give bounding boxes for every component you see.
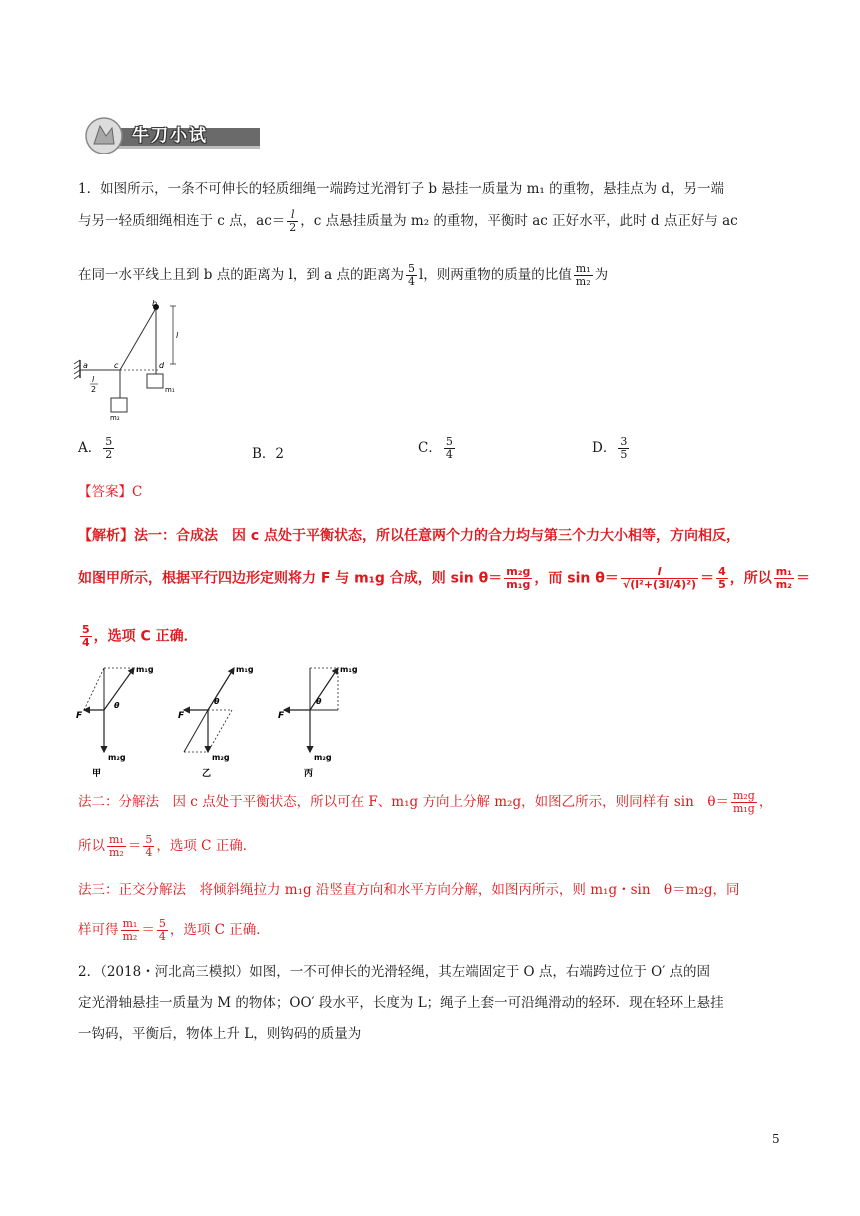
method2-line2: 所以 $\frac{\text{m₁}}{\text{m₂}}$ ＝ $\frac{5}{4}$ ，选项 C 正确．	[78, 833, 257, 859]
jia-m2g: m₂g	[108, 753, 126, 762]
fig-label-c: c	[114, 361, 119, 370]
page-number: 5	[772, 1132, 780, 1146]
fig-label-half-den: 2	[91, 385, 97, 394]
yi-F: F	[178, 711, 185, 721]
bing-m2g: m₂g	[314, 753, 332, 762]
diagram-bing	[278, 665, 358, 779]
q1-line1: 1．如图所示，一条不可伸长的轻质细绳一端跨过光滑钉子 b 悬挂一质量为 m₁ 的重物，悬挂点为 d，另一端	[78, 181, 725, 197]
yi-m2g: m₂g	[212, 753, 230, 762]
yi-m1g: m₁g	[236, 665, 254, 674]
jia-m1g: m₁g	[136, 665, 154, 674]
jia-F: F	[76, 711, 83, 721]
fig-label-half-num: l	[92, 375, 95, 384]
bing-theta: θ	[316, 697, 322, 706]
method3-line1: 法三：正交分解法 将倾斜绳拉力 m₁g 沿竖直方向和水平方向分解，如图丙所示，则 m₁g・sin θ＝m₂g，同	[78, 882, 740, 898]
jia-theta: θ	[114, 701, 120, 710]
option-c[interactable]: C． $\frac{5}{4}$	[418, 435, 453, 461]
method3-line2: 样可得 $\frac{\text{m₁}}{\text{m₂}}$ ＝ $\frac{5}{4}$ ，选项 C 正确．	[78, 917, 270, 943]
fig-label-m1: m₁	[165, 386, 175, 394]
fig-label-d: d	[159, 361, 165, 370]
method2-line1: 法二：分解法 因 c 点处于平衡状态，所以可在 F、m₁g 方向上分解 m₂g，如图乙所示，则同样有 sin θ＝ $\frac{\text{m₂g}}{\text{m₁g}}$ ，	[78, 789, 773, 815]
q1-line3: 在同一水平线上且到 b 点的距离为 l，到 a 点的距离为 $\frac{5}{4}$ l，则两重物的质量的比值 $\frac{\text{m₁}}{\text{m₂}}$ 为	[78, 262, 609, 288]
force-diagrams	[70, 660, 370, 780]
fig-label-a: a	[83, 361, 88, 370]
q2-line2: 定光滑轴悬挂一质量为 M 的物体；OO′ 段水平，长度为 L；绳子上套一可沿绳滑动的轻环．现在轻环上悬挂	[78, 995, 724, 1011]
yi-theta: θ	[214, 697, 220, 706]
yi-label: 乙	[202, 769, 212, 779]
option-a[interactable]: A． $\frac{5}{2}$	[78, 435, 113, 461]
q1-rope-figure	[70, 298, 190, 424]
q2-line3: 一钩码，平衡后，物体上升 L，则钩码的质量为	[78, 1026, 362, 1042]
diagram-jia	[76, 665, 154, 779]
q2-line1: 2．（2018・河北高三模拟）如图，一不可伸长的光滑轻绳，其左端固定于 O 点，右端跨过位于 O′ 点的固	[78, 964, 711, 980]
analysis-line2: 如图甲所示，根据平行四边形定则将力 F 与 m₁g 合成，则 sin θ＝ $\frac{\text{m₂g}}{\text{m₁g}}$ ，而 sin θ＝ $\frac{l}{\text{√(l²+(3l/4)²)}}$ ＝ $\frac{4}{5}$ ，所以 $\frac{\text{m₁}}{\text{m₂}}$ ＝	[78, 565, 810, 591]
option-d[interactable]: D． $\frac{3}{5}$	[592, 435, 628, 461]
diagram-yi	[178, 665, 254, 779]
answer: 【答案】C	[78, 484, 143, 500]
bing-F: F	[278, 711, 285, 721]
option-b[interactable]: B．2	[252, 446, 285, 462]
jia-label: 甲	[92, 769, 102, 779]
fig-label-m2: m₂	[110, 414, 120, 422]
fig-label-l: l	[176, 331, 179, 340]
analysis-line3: $\frac{5}{4}$ ，选项 C 正确．	[82, 623, 198, 649]
bing-m1g: m₁g	[340, 665, 358, 674]
q1-line2: 与另一轻质细绳相连于 c 点，ac＝ $\frac{l}{2}$ ，c 点悬挂质量为 m₂ 的重物，平衡时 ac 正好水平，此时 d 点正好与 ac	[78, 208, 738, 234]
bing-label: 丙	[304, 769, 314, 779]
analysis-line1: 【解析】法一：合成法 因 c 点处于平衡状态，所以任意两个力的合力均与第三个力大小相等，方向相反，	[78, 528, 741, 544]
banner-title: 牛刀小试	[132, 126, 208, 146]
fig-label-b: b	[152, 299, 158, 308]
